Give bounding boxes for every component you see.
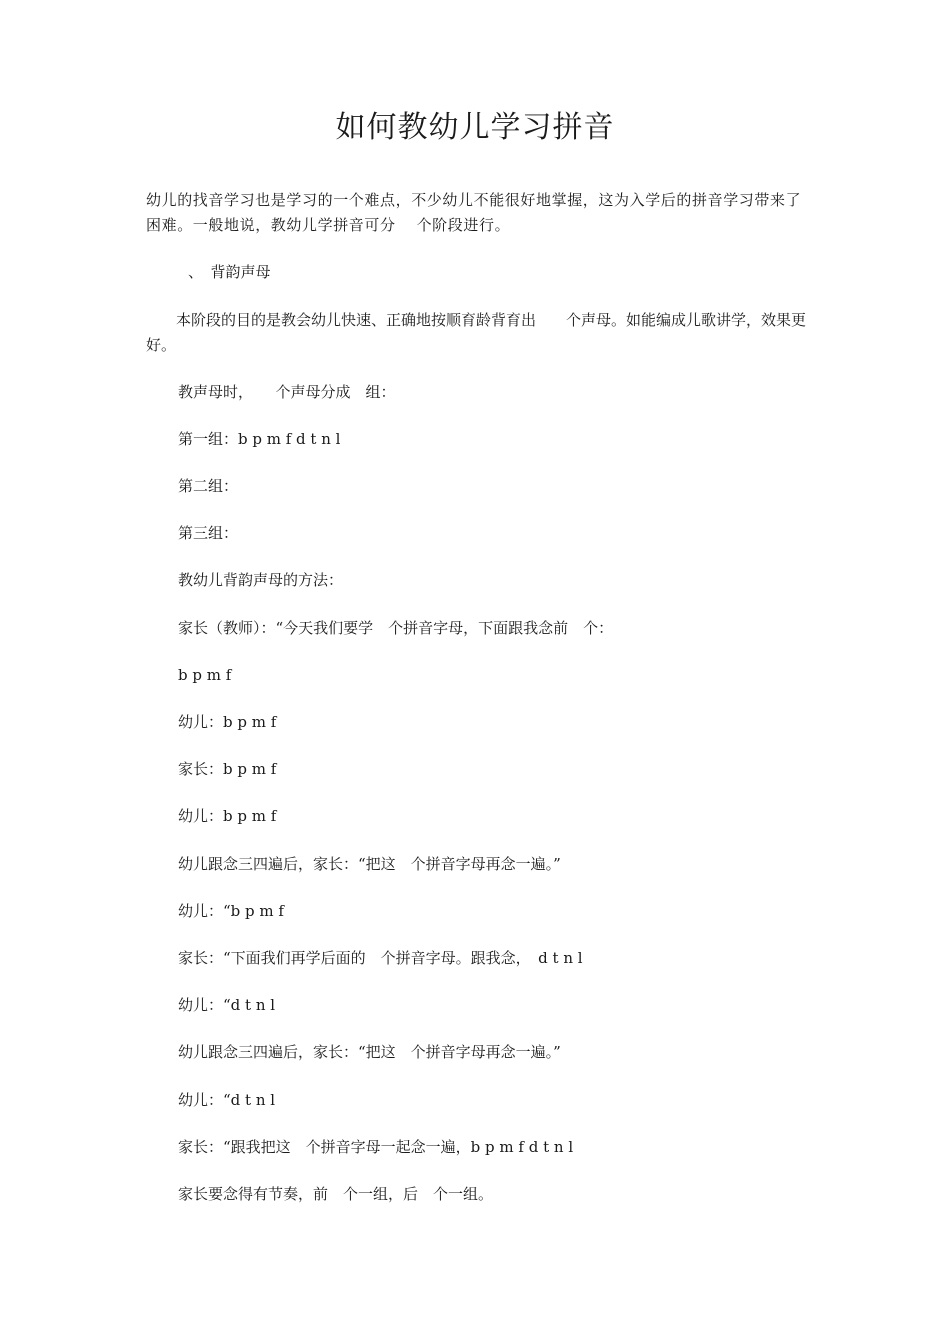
text-line: 幼儿：b p m f [178,713,277,731]
text-line: 幼儿：“b p m f [178,902,284,920]
text-line: 家长（教师）：“今天我们要学 个拼音字母，下面跟我念前 个： [178,619,614,637]
text-line: 幼儿：“d t n l [178,1091,276,1109]
section-heading: 、 背韵声母 [188,263,271,281]
intro-paragraph: 幼儿的找音学习也是学习的一个难点，不少幼儿不能很好地掌握，这为入学后的拼音学习带来了困难。一般地说，教幼儿学拼音可分 个阶段进行。 [146,191,802,234]
text-line: 家长：“下面我们再学后面的 个拼音字母。跟我念， d t n l [178,949,583,967]
text-line: 第二组： [178,477,239,495]
text-line: 家长：b p m f [178,760,277,778]
document-title: 如何教幼儿学习拼音 [335,110,615,145]
text-line: 教声母时， 个声母分成 组： [178,383,396,401]
text-line: 幼儿：b p m f [178,807,277,825]
text-line: 家长：“跟我把这 个拼音字母一起念一遍，b p m f d t n l [178,1138,574,1156]
text-line: b p m f [178,666,232,684]
text-line: 第一组：b p m f d t n l [178,430,341,448]
text-line: 幼儿跟念三四遍后，家长：“把这 个拼音字母再念一遍。” [178,1043,561,1061]
section-paragraph: 本阶段的目的是教会幼儿快速、正确地按顺育龄背育出 个声母。如能编成儿歌讲学，效果更好。 [146,311,807,354]
text-line: 幼儿：“d t n l [178,996,276,1014]
text-line: 家长要念得有节奏，前 个一组，后 个一组。 [178,1185,494,1203]
text-line: 第三组： [178,524,239,542]
text-line: 教幼儿背韵声母的方法： [178,571,344,589]
text-line: 幼儿跟念三四遍后，家长：“把这 个拼音字母再念一遍。” [178,855,561,873]
